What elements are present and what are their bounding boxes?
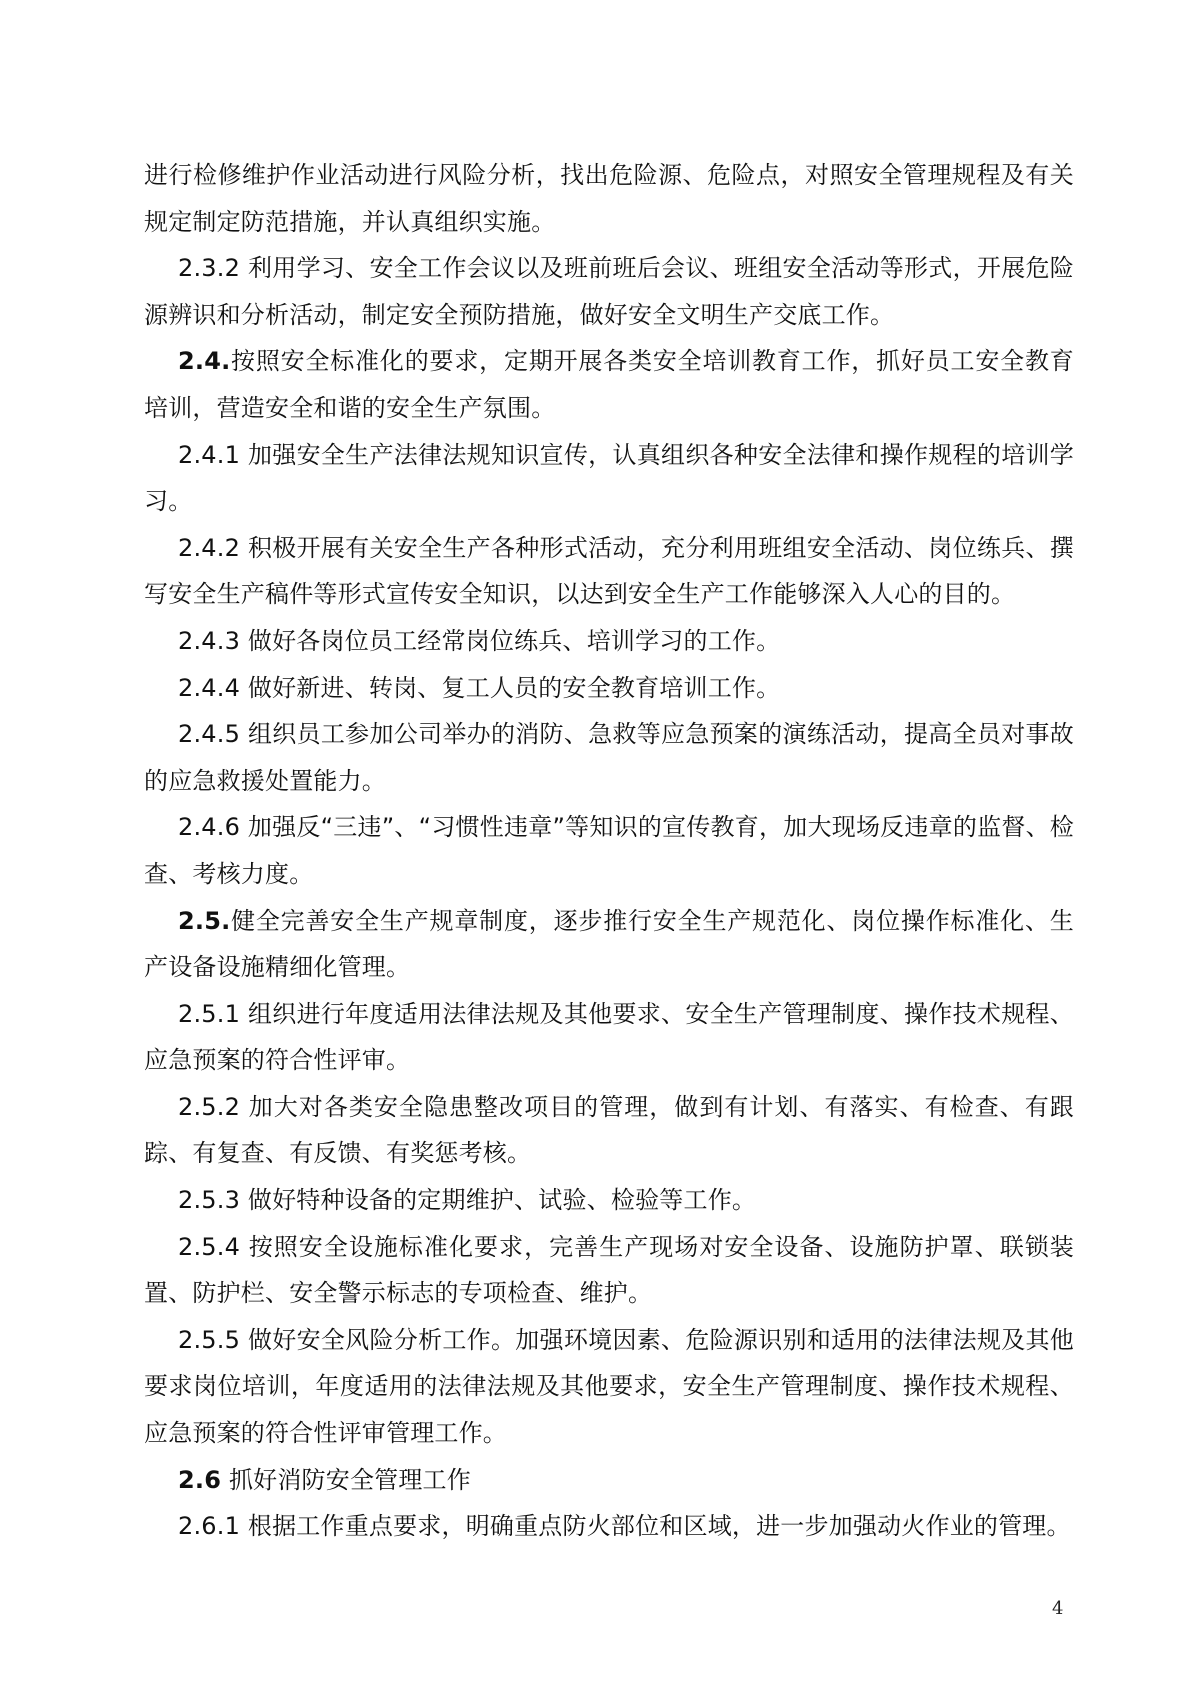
paragraph: 2.4.6 加强反“三违”、“习惯性违章”等知识的宣传教育，加大现场反违章的监督、检查、考核力度。 — [144, 813, 1074, 888]
paragraph: 2.5.1 组织进行年度适用法律法规及其他要求、安全生产管理制度、操作技术规程、应急预案的符合性评审。 — [144, 999, 1074, 1075]
paragraph: 2.3.2 利用学习、安全工作会议以及班前班后会议、班组安全活动等形式，开展危险源辨识和分析活动，制定安全预防措施，做好安全文明生产交底工作。 — [144, 254, 1074, 329]
paragraph: 进行检修维护作业活动进行风险分析，找出危险源、危险点，对照安全管理规程及有关规定制定防范措施，并认真组织实施。 — [144, 161, 1074, 236]
paragraph: 2.4.3 做好各岗位员工经常岗位练兵、培训学习的工作。 — [178, 626, 781, 655]
paragraph: 2.4.1 加强安全生产法律法规知识宣传，认真组织各种安全法律和操作规程的培训学习。 — [144, 440, 1074, 516]
section-heading-paragraph: 2.5.健全完善安全生产规章制度，逐步推行安全生产规范化、岗位操作标准化、生产设备设施精细化管理。 — [144, 906, 1074, 982]
section-heading-paragraph: 2.6 抓好消防安全管理工作 — [178, 1465, 471, 1494]
section-number: 2.4. — [178, 347, 231, 376]
paragraph: 2.6.1 根据工作重点要求，明确重点防火部位和区域，进一步加强动火作业的管理。 — [178, 1512, 1071, 1541]
paragraph: 2.5.4 按照安全设施标准化要求，完善生产现场对安全设备、设施防护罩、联锁装置、防护栏、安全警示标志的专项检查、维护。 — [144, 1232, 1074, 1308]
section-number: 2.5. — [178, 906, 231, 935]
section-number: 2.6 — [178, 1465, 222, 1494]
section-heading-paragraph: 2.4.按照安全标准化的要求，定期开展各类安全培训教育工作，抓好员工安全教育培训，营造安全和谐的安全生产氛围。 — [144, 347, 1074, 422]
paragraph: 2.5.3 做好特种设备的定期维护、试验、检验等工作。 — [178, 1186, 757, 1215]
paragraph: 2.5.5 做好安全风险分析工作。加强环境因素、危险源识别和适用的法律法规及其他要求岗位培训，年度适用的法律法规及其他要求，安全生产管理制度、操作技术规程、应急预案的符合性评审管理工作。 — [144, 1325, 1074, 1448]
page-number: 4 — [1052, 1598, 1064, 1619]
paragraph: 2.4.4 做好新进、转岗、复工人员的安全教育培训工作。 — [178, 673, 781, 702]
paragraph: 2.5.2 加大对各类安全隐患整改项目的管理，做到有计划、有落实、有检查、有跟踪、有复查、有反馈、有奖惩考核。 — [144, 1092, 1074, 1168]
paragraph: 2.4.2 积极开展有关安全生产各种形式活动，充分利用班组安全活动、岗位练兵、撰写安全生产稿件等形式宣传安全知识，以达到安全生产工作能够深入人心的目的。 — [144, 533, 1074, 609]
body-text — [144, 152, 1074, 1550]
paragraph: 2.4.5 组织员工参加公司举办的消防、急救等应急预案的演练活动，提高全员对事故的应急救援处置能力。 — [144, 720, 1074, 795]
